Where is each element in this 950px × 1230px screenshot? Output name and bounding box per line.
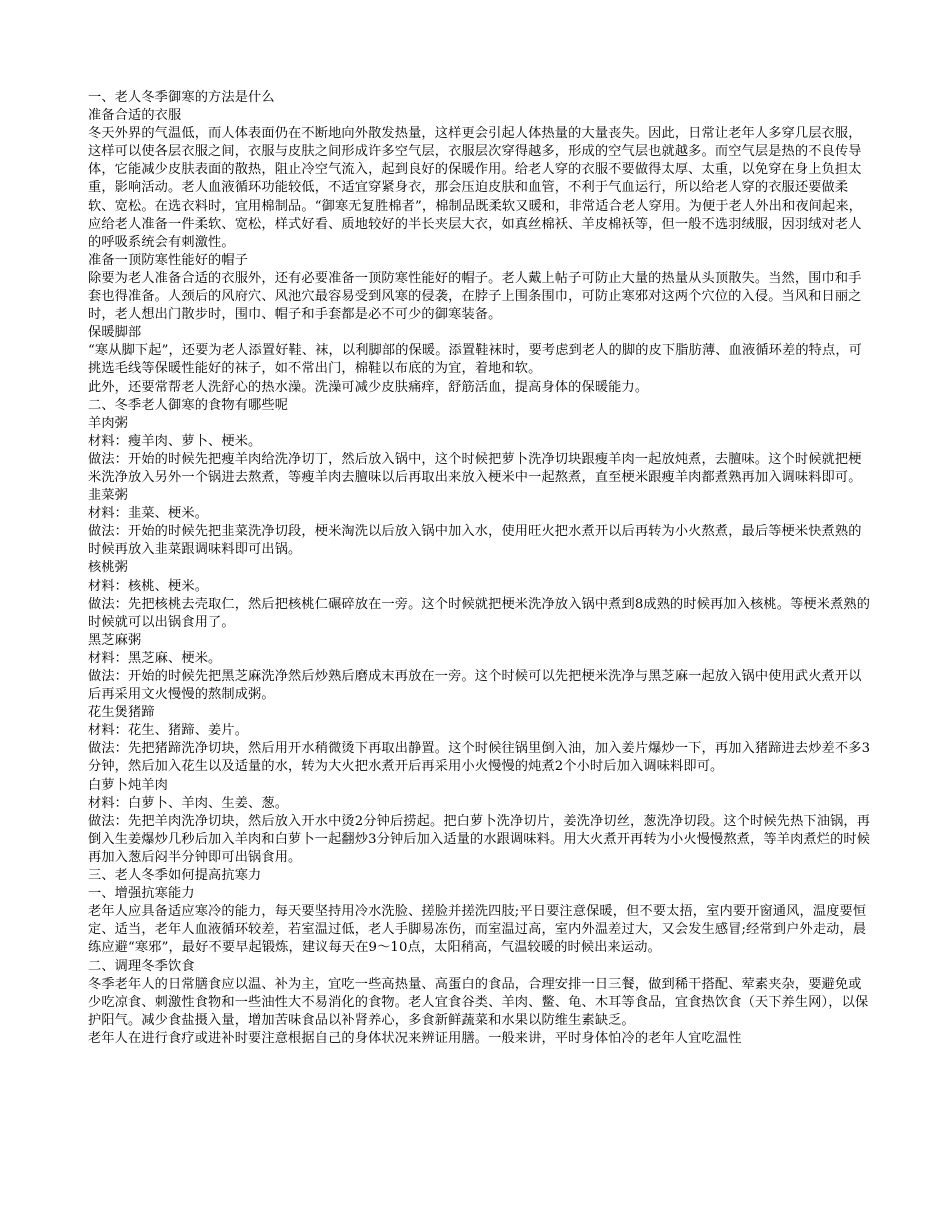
recipe-title: 核桃粥 (88, 560, 129, 576)
paragraph: 老年人应具备适应寒冷的能力，每天要坚持用冷水洗脸、搓脸并搓洗四肢;平日要注意保暖，但不要太捂，室内要开窗通风，温度要恒定、适当，老年人血液循环较差，若室温过低，老人手脚易冻伤，而室温过高，室内外温差过大，又会发生感冒;经常到户外走动，晨练应避“寒邪”，最好不要早起锻炼，建议每天在9～10点，太阳稍高，气温较暖的时候出来运动。 (88, 904, 867, 956)
document-body (88, 89, 874, 1048)
paragraph: 此外，还要常帮老人洗舒心的热水澡。洗澡可减少皮肤痛痒，舒筋活血，提高身体的保暖能力。 (88, 379, 649, 395)
recipe-ingredients: 材料：核桃、梗米。 (88, 578, 209, 594)
recipe-ingredients: 材料：韭菜、梗米。 (88, 506, 209, 522)
paragraph: 冬天外界的气温低，而人体表面仍在不断地向外散发热量，这样更会引起人体热量的大量丧失。因此，日常让老年人多穿几层衣服，这样可以使各层衣服之间，衣服与皮肤之间形成许多空气层，衣服层次穿得越多，形成的空气层也就越多。而空气层是热的不良传导体，它能减少皮肤表面的散热，阻止冷空气流入，起到良好的保暖作用。给老人穿的衣服不要做得太厚、太重，以免穿在身上负担太重，影响活动。老人血液循环功能较低，不适宜穿紧身衣，那会压迫皮肤和血管，不利于气血运行，所以给老人穿的衣服还要做柔软、宽松。在选衣料时，宜用棉制品。“御寒无复胜棉者”，棉制品既柔软又暖和，非常适合老人穿用。为便于老人外出和夜间起来，应给老人准备一件柔软、宽松，样式好看、质地较好的半长夹层大衣，如真丝棉袄、羊皮棉袄等，但一般不选羽绒服，因羽绒对老人的呼吸系统会有刺激性。 (88, 126, 863, 250)
subheading: 一、增强抗寒能力 (88, 886, 195, 902)
recipe-method: 做法：先把猪蹄洗净切块，然后用开水稍微烫下再取出静置。这个时候往锅里倒入油，加入姜片爆炒一下，再加入猪蹄进去炒差不多3分钟，然后加入花生以及适量的水，转为大火把水煮开后再采用小火慢慢的炖煮2个小时后加入调味料即可。 (88, 741, 871, 775)
paragraph: 除要为老人准备合适的衣服外，还有必要准备一顶防寒性能好的帽子。老人戴上帖子可防止大量的热量从头顶散失。当然，围巾和手套也得准备。人颈后的风府穴、风池穴最容易受到风寒的侵袭，在脖子上围条围巾，可防止寒邪对这两个穴位的入侵。当风和日丽之时，老人想出门散步时，围巾、帽子和手套都是必不可少的御寒装备。 (88, 270, 862, 323)
subheading: 准备一顶防寒性能好的帽子 (88, 252, 249, 268)
paragraph: “寒从脚下起”，还要为老人添置好鞋、袜，以利脚部的保暖。添置鞋袜时，要考虑到老人的脚的皮下脂肪薄、血液循环差的特点，可挑选毛线等保暖性能好的袜子，如不常出门，棉鞋以布底的为宜，着地和软。 (88, 343, 863, 377)
recipe-ingredients: 材料：花生、猪蹄、姜片。 (88, 723, 249, 739)
recipe-method: 做法：开始的时候先把黑芝麻洗净然后炒熟后磨成末再放在一旁。这个时候可以先把梗米洗净与黑芝麻一起放入锅中使用武火煮开以后再采用文火慢慢的熬制成粥。 (88, 669, 862, 703)
recipe-ingredients: 材料：黑芝麻、梗米。 (88, 650, 222, 666)
subheading: 二、调理冬季饮食 (88, 958, 195, 974)
recipe-ingredients: 材料：瘦羊肉、萝卜、梗米。 (88, 433, 262, 449)
subheading: 保暖脚部 (88, 325, 142, 341)
recipe-title: 羊肉粥 (88, 415, 129, 431)
recipe-method: 做法：先把羊肉洗净切块，然后放入开水中烫2分钟后捞起。把白萝卜洗净切片，姜洗净切丝，葱洗净切段。这个时候先热下油锅，再倒入生姜爆炒几秒后加入羊肉和白萝卜一起翻炒3分钟后加入适量的水跟调味料。用大火煮开再转为小火慢慢熬煮，等羊肉煮烂的时候再加入葱后闷半分钟即可出锅食用。 (88, 813, 871, 865)
recipe-title: 韭菜粥 (88, 488, 129, 504)
recipe-ingredients: 材料：白萝卜、羊肉、生姜、葱。 (88, 795, 289, 811)
recipe-title: 白萝卜炖羊肉 (88, 777, 169, 793)
section-heading: 二、冬季老人御寒的食物有哪些呢 (88, 397, 289, 413)
recipe-title: 黑芝麻粥 (88, 632, 142, 648)
recipe-title: 花生煲猪蹄 (88, 705, 155, 721)
subheading: 准备合适的衣服 (88, 108, 182, 124)
section-heading: 三、老人冬季如何提高抗寒力 (88, 868, 262, 884)
recipe-method: 做法：先把核桃去壳取仁，然后把核桃仁碾碎放在一旁。这个时候就把梗米洗净放入锅中煮到8成熟的时候再加入核桃。等梗米煮熟的时候就可以出锅食用了。 (88, 596, 871, 630)
recipe-method: 做法：开始的时候先把韭菜洗净切段，梗米淘洗以后放入锅中加入水，使用旺火把水煮开以后再转为小火熬煮，最后等梗米快煮熟的时候再放入韭菜跟调味料即可出锅。 (88, 524, 862, 558)
section-heading: 一、老人冬季御寒的方法是什么 (88, 90, 275, 105)
paragraph: 冬季老年人的日常膳食应以温、补为主，宜吃一些高热量、高蛋白的食品，合理安排一日三餐，做到稀干搭配、荤素夹杂，要避免或少吃凉食、刺激性食物和一些油性大不易消化的食物。老人宜食谷类、羊肉、鳖、龟、木耳等食品，宜食热饮食（天下养生网），以保护阳气。减少食盐摄入量，增加苦味食品以补肾养心，多食新鲜蔬菜和水果以防维生素缺乏。 (88, 976, 869, 1028)
recipe-method: 做法：开始的时候先把瘦羊肉给洗净切丁，然后放入锅中，这个时候把萝卜洗净切块跟瘦羊肉一起放炖煮，去膻味。这个时候就把梗米洗净放入另外一个锅进去熬煮，等瘦羊肉去膻味以后再取出来放入梗米中一起熬煮，直至梗米跟瘦羊肉都煮熟再加入调味料即可。 (88, 451, 862, 485)
paragraph: 老年人在进行食疗或进补时要注意根据自己的身体状况来辨证用膳。一般来讲，平时身体怕冷的老年人宜吃温性 (88, 1030, 742, 1046)
